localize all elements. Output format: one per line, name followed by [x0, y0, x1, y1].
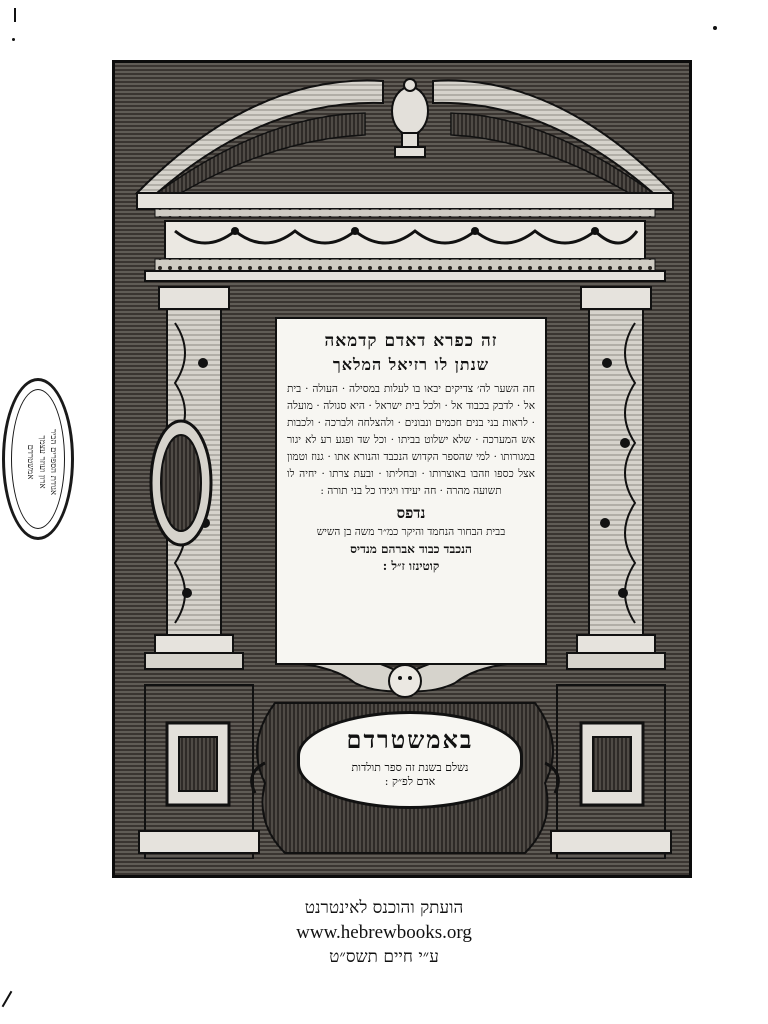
stamp-text — [24, 387, 58, 537]
imprint-city: באמשטרדם — [346, 725, 474, 754]
library-stamp — [2, 378, 74, 540]
title-text-panel — [275, 317, 547, 665]
printed-label: נדפס — [396, 503, 426, 522]
footer-url-link[interactable]: www.hebrewbooks.org — [296, 921, 472, 943]
engraved-title-frame — [112, 60, 692, 878]
stamp-line-1: אגודת הספרים הכיר — [48, 428, 59, 496]
stamp-line-2: ארון ועוזר עצמך — [36, 435, 47, 489]
book-title-line-2: שנתן לו רזיאל המלאך — [332, 355, 490, 375]
printer-name-end: קוטינזו ז״ל : — [382, 558, 440, 573]
scan-mark — [2, 991, 13, 1008]
stamp-line-3: אמשטרדם — [25, 444, 36, 480]
title-page-body-text: חה השער לה׳ צדיקים יבאו בו לעלות במסילה · העולה · בית אל · לדבק בכבוד אל · ולכל בית ישראל · היא סגולה · מועלה · לראות בני בנים חכמים ונבונים · ולהצלחה ולברכה · ולכבות אש המערכה · שלא ישלוט בביתו · וכל שד ופגע רע לא יגור במגורותו · למי שהספר הקדוש הנכבד והנורא אתו · גנוז וטמון אצל כספו וזהבו באוצרותו · ובחליתו · ובעת צרתו · יחיה לו תשועה מהרה · חה יעידו ויגידו כל בני תורה : — [287, 382, 535, 497]
printer-name: הנכבד כבוד אברהם מנדיס — [350, 542, 472, 557]
imprint-date-line-1: נשלם בשנת זה ספר תולדות — [351, 760, 469, 774]
imprint-cartouche — [297, 711, 523, 809]
printer-line: בבית הבחור הנחמד והיקר כמ״ר משה בן השיש — [316, 525, 506, 538]
book-title-line-1: זה כפרא דאדם קדמאה — [324, 331, 498, 351]
imprint-date-line-2: אדם לפ״ק : — [384, 775, 436, 789]
footer-attribution: ע״י חיים תשס״ט — [329, 947, 439, 968]
footer-credit-line: הועתק והוכנס לאינטרנט — [304, 898, 464, 918]
scan-mark — [713, 26, 717, 30]
scan-credit-footer — [0, 896, 768, 970]
scan-mark — [12, 38, 15, 41]
scan-mark — [14, 8, 16, 22]
